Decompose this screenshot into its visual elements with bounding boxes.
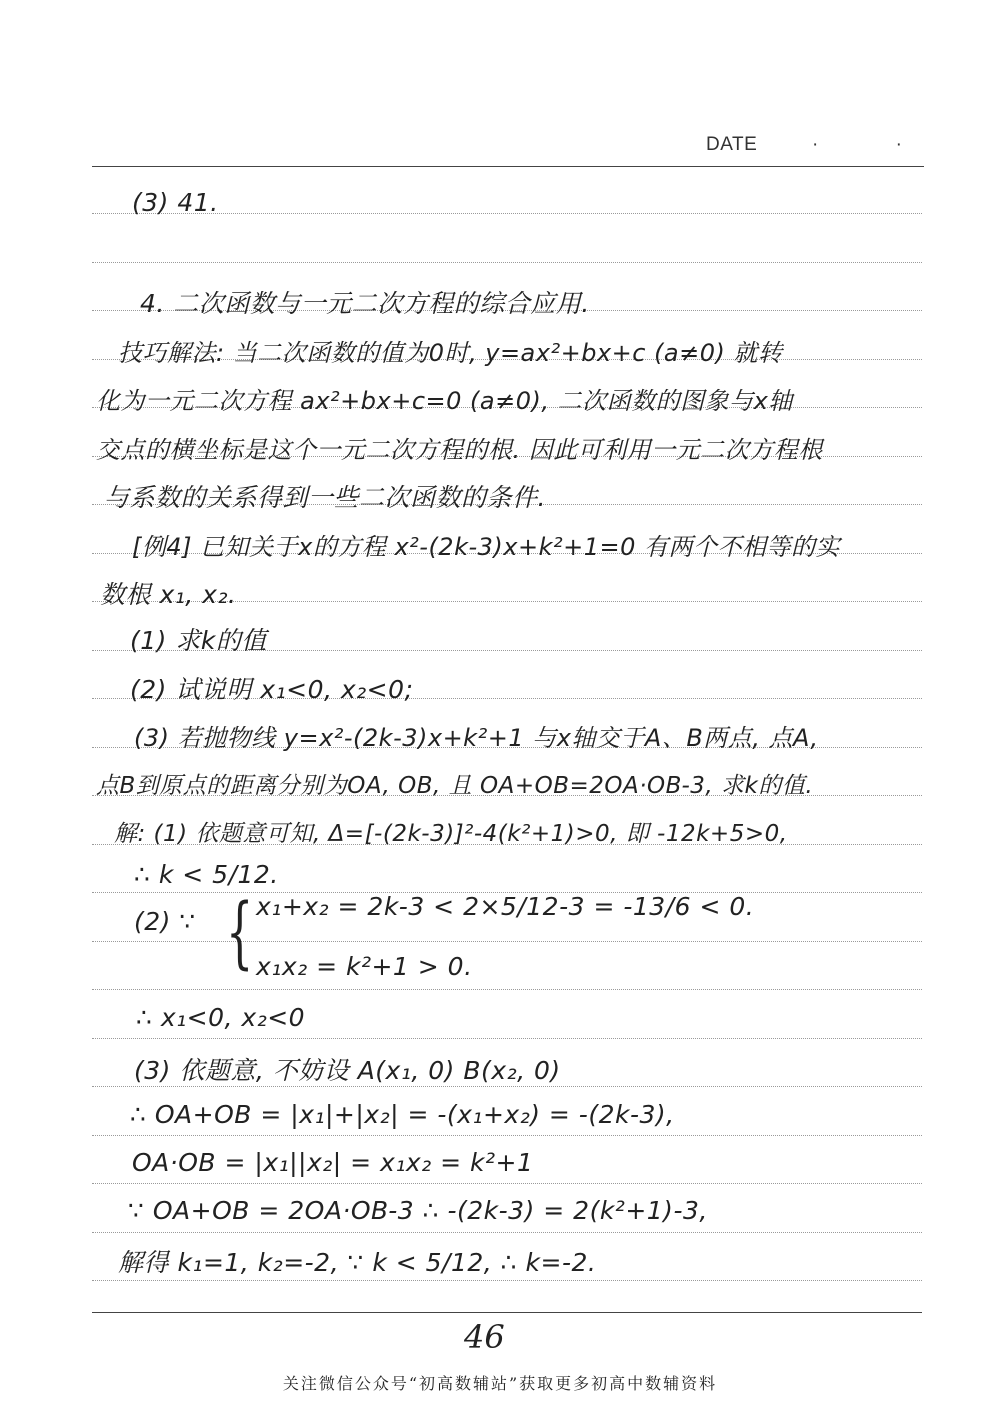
date-dots: · · <box>812 134 938 155</box>
handwritten-line: ∵ OA+OB = 2OA·OB-3 ∴ -(2k-3) = 2(k²+1)-3, <box>128 1196 708 1225</box>
handwritten-line: ∴ x₁<0, x₂<0 <box>136 1003 306 1032</box>
system-brace: { <box>226 888 254 978</box>
handwritten-line: (2) 试说明 x₁<0, x₂<0; <box>130 675 414 704</box>
handwritten-line: 数根 x₁, x₂. <box>100 580 237 609</box>
handwritten-line: (3) 依题意, 不妨设 A(x₁, 0) B(x₂, 0) <box>134 1056 561 1085</box>
handwritten-line: (1) 求k的值 <box>130 626 267 655</box>
handwritten-line: 4. 二次函数与一元二次方程的综合应用. <box>140 289 590 318</box>
handwritten-line: ∴ OA+OB = |x₁|+|x₂| = -(x₁+x₂) = -(2k-3), <box>130 1100 675 1129</box>
ruled-line <box>92 1038 922 1039</box>
footer-rule <box>92 1312 922 1313</box>
ruled-line <box>92 1280 922 1281</box>
header-rule <box>92 166 924 167</box>
ruled-line <box>92 989 922 990</box>
ruled-line <box>92 941 922 942</box>
footer-note: 关注微信公众号“初高数辅站”获取更多初高中数辅资料 <box>282 1374 718 1393</box>
handwritten-line: (3) 41. <box>132 188 219 217</box>
handwritten-line: ∴ k < 5/12. <box>134 860 279 889</box>
ruled-line <box>92 262 922 263</box>
date-label: DATE <box>706 134 758 155</box>
page-number: 46 <box>464 1318 505 1356</box>
ruled-line <box>92 1232 922 1233</box>
handwritten-line: 解: (1) 依题意可知, Δ=[-(2k-3)]²-4(k²+1)>0, 即 -12k+5>0, <box>114 821 788 847</box>
handwritten-line: 化为一元二次方程 ax²+bx+c=0 (a≠0), 二次函数的图象与x轴 <box>96 387 793 415</box>
handwritten-line: x₁x₂ = k²+1 > 0. <box>256 952 473 981</box>
handwritten-line: 与系数的关系得到一些二次函数的条件. <box>104 483 546 512</box>
ruled-line <box>92 1183 922 1184</box>
handwritten-line: 解得 k₁=1, k₂=-2, ∵ k < 5/12, ∴ k=-2. <box>118 1248 597 1277</box>
handwritten-line: [例4] 已知关于x的方程 x²-(2k-3)x+k²+1=0 有两个不相等的实 <box>132 533 840 561</box>
handwritten-line: 点B到原点的距离分别为OA, OB, 且 OA+OB=2OA·OB-3, 求k的值. <box>96 773 814 799</box>
handwritten-line: (2) ∵ <box>134 907 196 936</box>
handwritten-line: OA·OB = |x₁||x₂| = x₁x₂ = k²+1 <box>132 1148 534 1177</box>
handwritten-line: 技巧解法: 当二次函数的值为0时, y=ax²+bx+c (a≠0) 就转 <box>118 339 783 367</box>
handwritten-line: 交点的横坐标是这个一元二次方程的根. 因此可利用一元二次方程根 <box>96 436 823 464</box>
handwritten-line: x₁+x₂ = 2k-3 < 2×5/12-3 = -13/6 < 0. <box>256 892 755 921</box>
ruled-line <box>92 1135 922 1136</box>
handwritten-line: (3) 若抛物线 y=x²-(2k-3)x+k²+1 与x轴交于A、B两点, 点A, <box>134 724 819 752</box>
